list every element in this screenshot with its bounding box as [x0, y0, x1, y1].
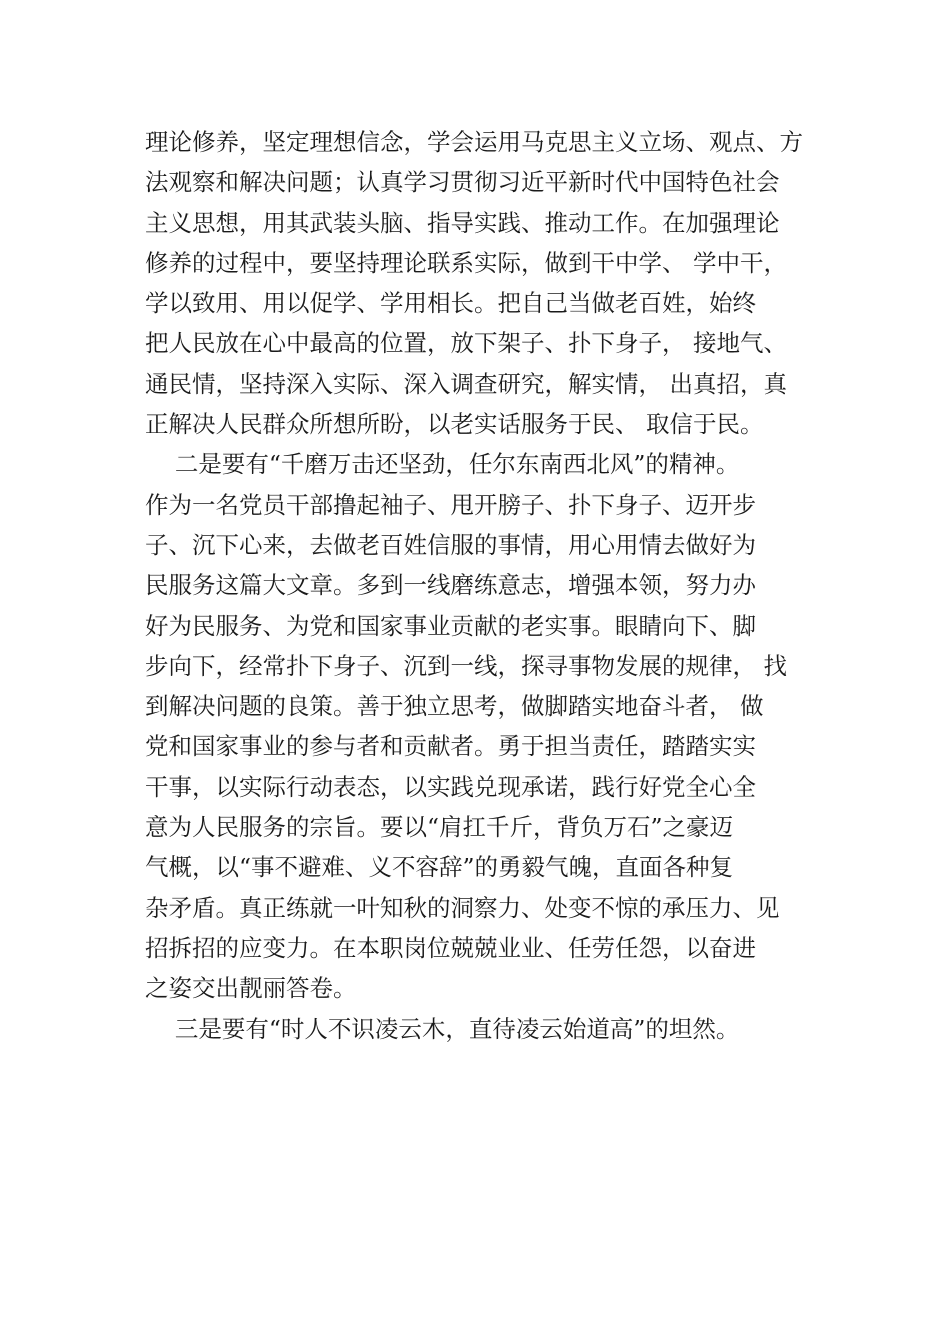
- text-line: 二是要有“千磨万击还坚劲，任尔东南西北风”的精神。: [145, 450, 740, 479]
- text-line: 意为人民服务的宗旨。要以“肩扛千斤，背负万石”之豪迈: [145, 813, 734, 842]
- text-line: 子、沉下心来，去做老百姓信服的事情，用心用情去做好为: [145, 530, 756, 559]
- text-line: 杂矛盾。真正练就一叶知秋的洞察力、处变不惊的承压力、见: [145, 893, 780, 922]
- text-line: 三是要有“时人不识凌云木，直待凌云始道高”的坦然。: [145, 1014, 740, 1043]
- text-line: 修养的过程中，要坚持理论联系实际，做到干中学、 学中干，: [145, 248, 787, 277]
- text-line: 党和国家事业的参与者和贡献者。勇于担当责任，踏踏实实: [145, 732, 756, 761]
- text-line: 干事，以实际行动表态，以实践兑现承诺，践行好党全心全: [145, 772, 756, 801]
- text-line: 步向下，经常扑下身子、沉到一线，探寻事物发展的规律， 找: [145, 651, 787, 680]
- text-line: 招拆招的应变力。在本职岗位兢兢业业、任劳任怨，以奋进: [145, 933, 756, 962]
- text-line: 把人民放在心中最高的位置，放下架子、扑下身子， 接地气、: [145, 329, 787, 358]
- text-line: 主义思想，用其武装头脑、指导实践、推动工作。在加强理论: [145, 208, 780, 237]
- text-line: 民服务这篇大文章。多到一线磨练意志，增强本领，努力办: [145, 571, 756, 600]
- text-line: 作为一名党员干部撸起袖子、甩开膀子、扑下身子、迈开步: [145, 490, 756, 519]
- text-line: 通民情，坚持深入实际、深入调查研究，解实情， 出真招，真: [145, 369, 787, 398]
- text-line: 好为民服务、为党和国家事业贡献的老实事。眼睛向下、脚: [145, 611, 756, 640]
- text-line: 到解决问题的良策。善于独立思考，做脚踏实地奋斗者， 做: [145, 692, 764, 721]
- body-text: [145, 122, 835, 1049]
- text-line: 理论修养，坚定理想信念，学会运用马克思主义立场、观点、方: [145, 128, 803, 156]
- text-line: 学以致用、用以促学、学用相长。把自己当做老百姓，始终: [145, 289, 756, 318]
- text-line: 气概，以“事不避难、义不容辞”的勇毅气魄，直面各种复: [145, 853, 734, 882]
- text-line: 之姿交出靓丽答卷。: [145, 974, 357, 1003]
- text-line: 法观察和解决问题；认真学习贯彻习近平新时代中国特色社会: [145, 168, 780, 197]
- text-line: 正解决人民群众所想所盼，以老实话服务于民、 取信于民。: [145, 410, 764, 439]
